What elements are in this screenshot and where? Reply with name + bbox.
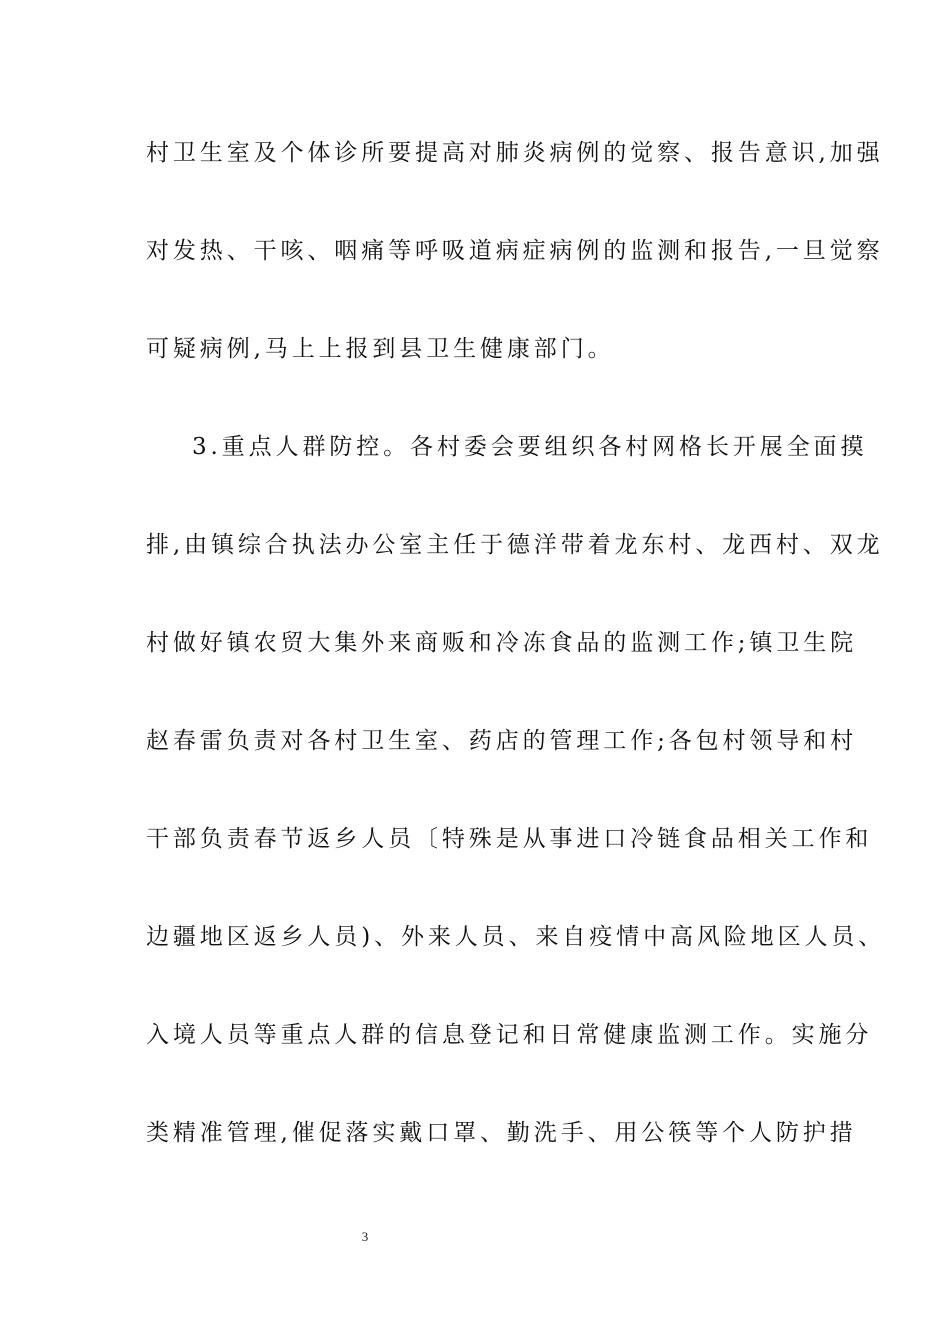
text-line: 对发热、干咳、咽痛等呼吸道病症病例的监测和报告,一旦觉察	[146, 238, 884, 264]
page-number: 3	[361, 1229, 369, 1244]
text-line: 入境人员等重点人群的信息登记和日常健康监测工作。实施分	[146, 1022, 873, 1048]
text-line: 排,由镇综合执法办公室主任于德洋带着龙东村、龙西村、双龙	[146, 532, 884, 558]
text-line: 类精准管理,催促落实戴口罩、勤洗手、用公筷等个人防护措	[146, 1120, 857, 1146]
text-line: 3.重点人群防控。各村委会要组织各村网格长开展全面摸	[192, 434, 868, 460]
text-line: 可疑病例,马上上报到县卫生健康部门。	[146, 336, 615, 362]
text-line: 村做好镇农贸大集外来商贩和冷冻食品的监测工作;镇卫生院	[146, 630, 858, 656]
text-line: 边疆地区返乡人员)、外来人员、来自疫情中高风险地区人员、	[146, 924, 886, 950]
text-line: 干部负责春节返乡人员〔特殊是从事进口冷链食品相关工作和	[146, 826, 873, 852]
text-line: 村卫生室及个体诊所要提高对肺炎病例的觉察、报告意识,加强	[146, 140, 884, 166]
text-line: 赵春雷负责对各村卫生室、药店的管理工作;各包村领导和村	[146, 728, 858, 754]
